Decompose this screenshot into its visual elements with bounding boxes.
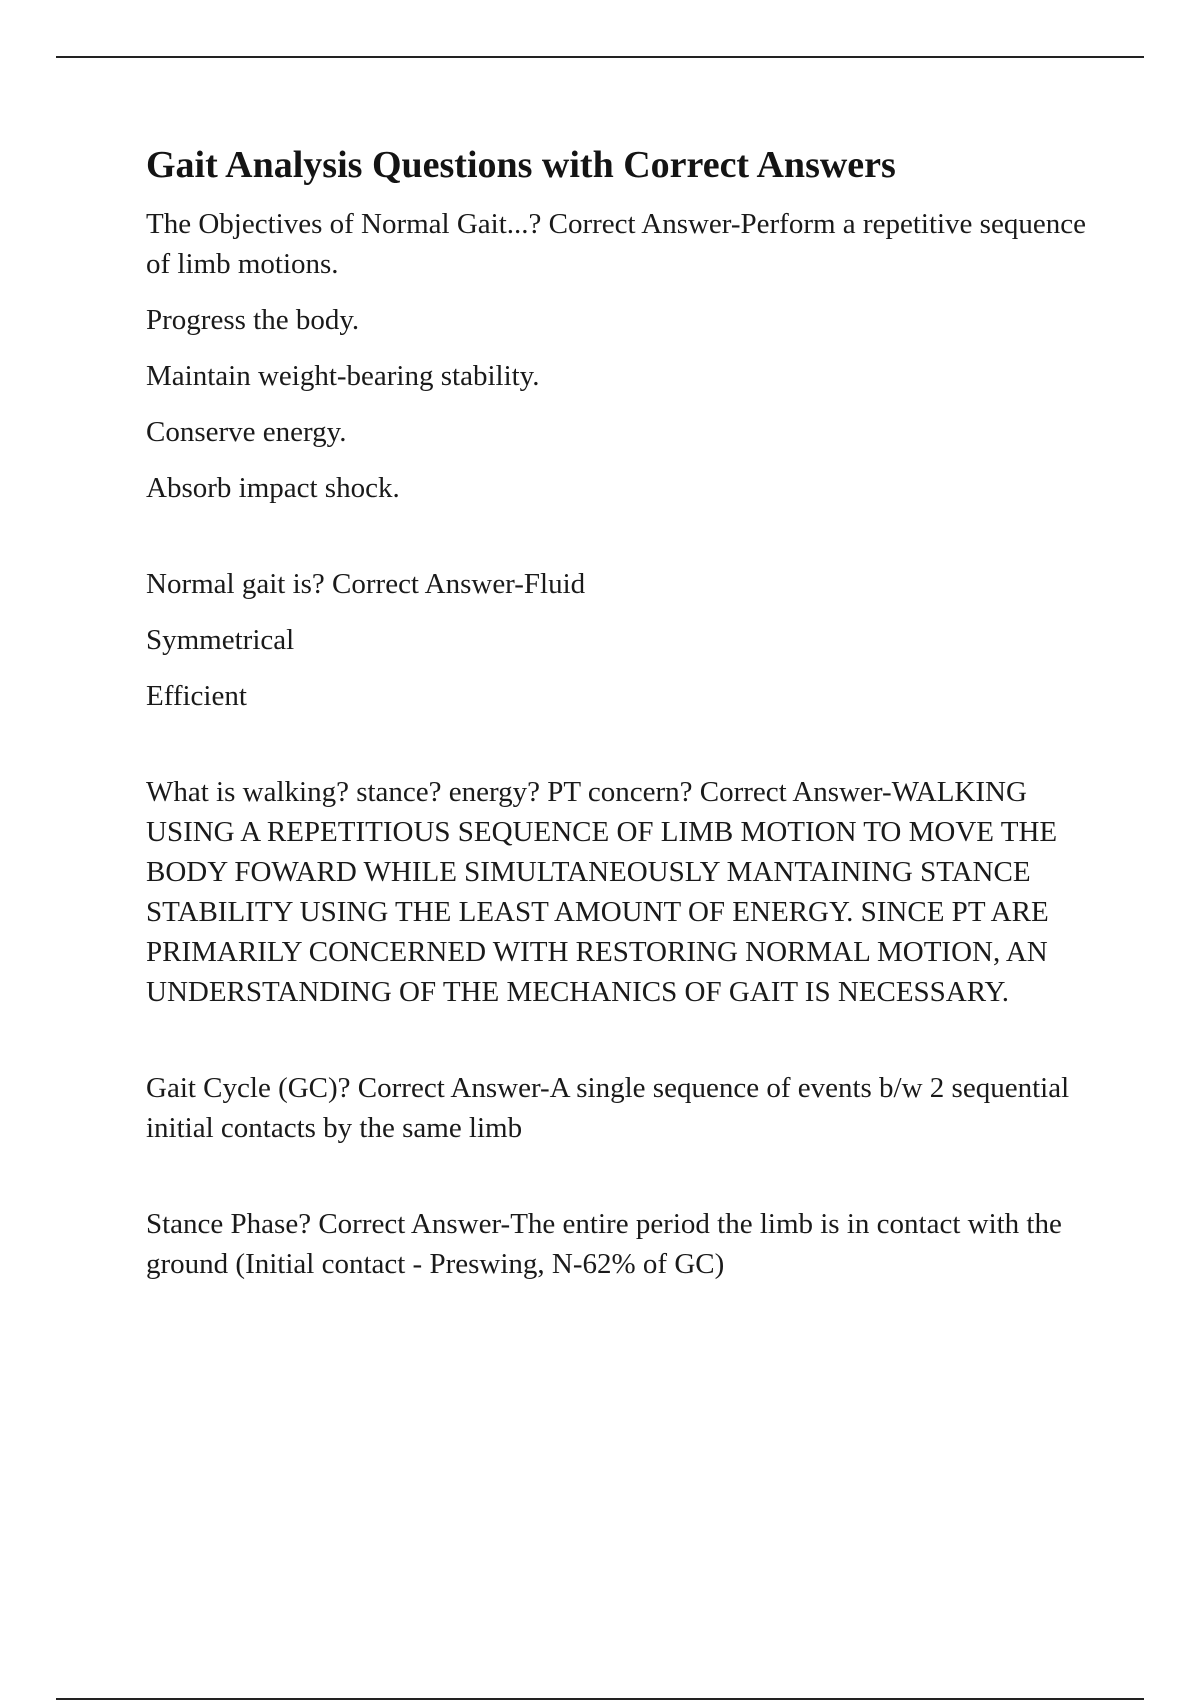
qa-line: Stance Phase? Correct Answer-The entire period the limb is in contact with the ground (Initial contact - Preswing, N-62% of GC) <box>146 1208 1062 1280</box>
qa-line: Progress the body. <box>146 304 360 336</box>
qa-what-is-walking <box>146 772 1086 1012</box>
document-body <box>146 140 1086 1284</box>
qa-line: What is walking? stance? energy? PT concern? Correct Answer-WALKING USING A REPETITIOUS SEQUENCE OF LIMB MOTION TO MOVE THE BODY FOWARD WHILE SIMULTANEOUSLY MANTAINING STANCE STABILITY USING THE LEAST AMOUNT OF ENERGY. SINCE PT ARE PRIMARILY CONCERNED WITH RESTORING NORMAL MOTION, AN UNDERSTANDING OF THE MECHANICS OF GAIT IS NECESSARY. <box>146 776 1058 1008</box>
header-rule <box>56 56 1144 58</box>
qa-line: Gait Cycle (GC)? Correct Answer-A single sequence of events b/w 2 sequential initial contacts by the same limb <box>146 1072 1070 1144</box>
qa-line: Conserve energy. <box>146 416 347 448</box>
qa-line: Absorb impact shock. <box>146 472 400 504</box>
qa-line: Symmetrical <box>146 624 295 656</box>
qa-line: Maintain weight-bearing stability. <box>146 360 540 392</box>
qa-line: The Objectives of Normal Gait...? Correct Answer-Perform a repetitive sequence of limb motions. <box>146 208 1086 280</box>
qa-objectives-of-normal-gait <box>146 204 1086 508</box>
qa-normal-gait <box>146 564 1086 716</box>
qa-gait-cycle <box>146 1068 1086 1148</box>
qa-line: Efficient <box>146 680 247 712</box>
qa-line: Normal gait is? Correct Answer-Fluid <box>146 568 586 600</box>
document-title: Gait Analysis Questions with Correct Answers <box>146 144 896 186</box>
qa-stance-phase <box>146 1204 1086 1284</box>
